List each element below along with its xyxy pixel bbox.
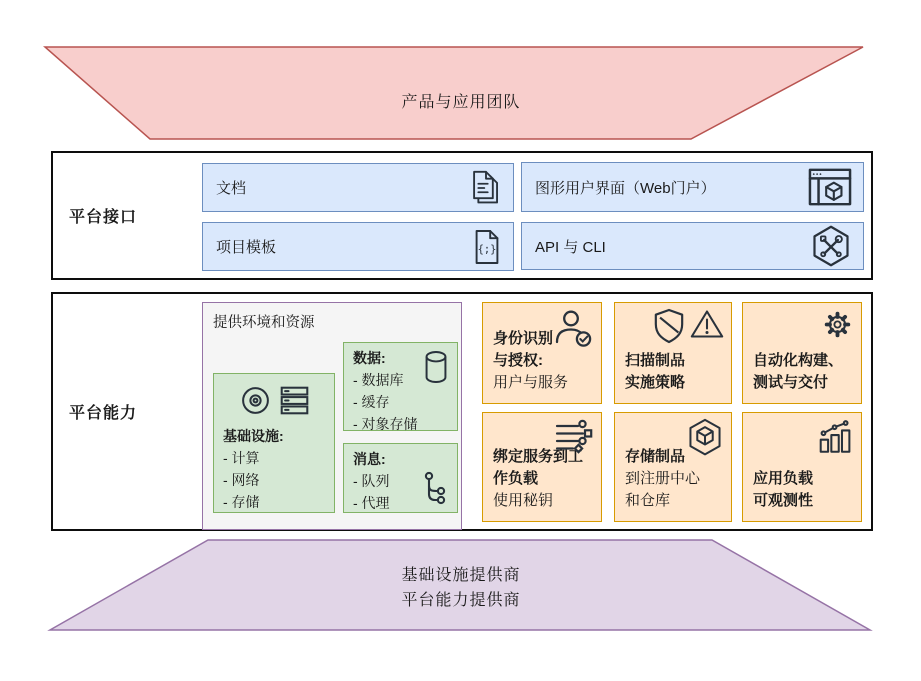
- data-item: - 对象存储: [353, 416, 418, 432]
- product-teams-label: 产品与应用团队: [401, 94, 521, 111]
- cap-subtitle-line: 和仓库: [625, 492, 671, 509]
- cap-title-line: 可观测性: [753, 492, 814, 509]
- infrastructure-item: - 存储: [223, 494, 260, 510]
- web-portal-icon: [807, 166, 853, 208]
- providers-label: [261, 563, 661, 613]
- interface-templates: [202, 222, 514, 271]
- disk-icon: [239, 384, 272, 417]
- cap-subtitle-line: 用户与服务: [493, 374, 569, 391]
- cap-title-line: 自动化构建、: [753, 352, 844, 369]
- code-template-icon: [471, 227, 503, 267]
- platform-interfaces-label: 平台接口: [69, 209, 138, 226]
- scan-artifacts-box: [614, 302, 732, 404]
- cap-title-line: 扫描制品: [625, 352, 686, 369]
- package-hexagon-icon: [686, 418, 724, 458]
- automated-build-box: [742, 302, 862, 404]
- data-box: [343, 342, 458, 431]
- bind-services-box: [482, 412, 602, 522]
- branch-icon: [422, 470, 449, 508]
- environments-resources-box: [202, 302, 462, 530]
- store-artifacts-box: [614, 412, 732, 522]
- interface-gui: [521, 162, 864, 212]
- interface-api-cli: [521, 222, 864, 270]
- interface-api-cli-label: API 与 CLI: [535, 238, 606, 256]
- interface-gui-label: 图形用户界面（Web门户）: [535, 179, 716, 197]
- user-check-icon: [552, 308, 594, 348]
- bar-chart-trend-icon: [817, 418, 854, 454]
- cap-subtitle-line: 到注册中心: [625, 470, 701, 487]
- cap-title-line: 身份识别: [493, 330, 554, 347]
- interface-docs: [202, 163, 514, 212]
- infrastructure-item: - 网络: [223, 472, 260, 488]
- platform-interfaces-section: [51, 151, 873, 280]
- platform-capabilities-label: 平台能力: [69, 405, 138, 422]
- infrastructure-item: - 计算: [223, 450, 260, 466]
- messages-title: 消息:: [353, 451, 386, 467]
- shield-scan-icon: [653, 308, 685, 344]
- data-item: - 缓存: [353, 394, 390, 410]
- cap-title-line: 作负载: [493, 470, 539, 487]
- interface-templates-label: 项目模板: [216, 239, 277, 256]
- warning-triangle-icon: [690, 308, 724, 340]
- interface-docs-label: 文档: [216, 180, 247, 197]
- service-binding-icon: [552, 418, 594, 456]
- messages-box: [343, 443, 458, 513]
- infrastructure-title: 基础设施:: [223, 428, 284, 444]
- observability-box: [742, 412, 862, 522]
- data-title: 数据:: [353, 350, 386, 366]
- cap-subtitle-line: 使用秘钥: [493, 492, 554, 509]
- gear-icon: [821, 308, 854, 341]
- database-icon: [423, 349, 449, 385]
- providers-label-line2: 平台能力提供商: [401, 592, 521, 609]
- platform-capabilities-section: [51, 292, 873, 531]
- server-rack-icon: [279, 386, 310, 415]
- environments-resources-title: 提供环境和资源: [213, 315, 315, 331]
- providers-label-line1: 基础设施提供商: [401, 567, 521, 584]
- cap-title-line: 绑定服务到工: [493, 448, 584, 465]
- svg-text:{;}: {;}: [477, 243, 497, 256]
- document-icon: [469, 168, 503, 208]
- cap-title-line: 测试与交付: [753, 374, 829, 391]
- cap-title-line: 应用负载: [753, 470, 814, 487]
- cap-title-line: 实施策略: [625, 374, 686, 391]
- data-item: - 数据库: [353, 372, 404, 388]
- messages-item: - 队列: [353, 473, 390, 489]
- tools-hexagon-icon: [809, 224, 853, 268]
- infrastructure-box: [213, 373, 335, 513]
- messages-item: - 代理: [353, 495, 390, 511]
- cap-title-line: 与授权:: [493, 352, 543, 369]
- identity-authorization-box: [482, 302, 602, 404]
- cap-title-line: 存储制品: [625, 448, 686, 465]
